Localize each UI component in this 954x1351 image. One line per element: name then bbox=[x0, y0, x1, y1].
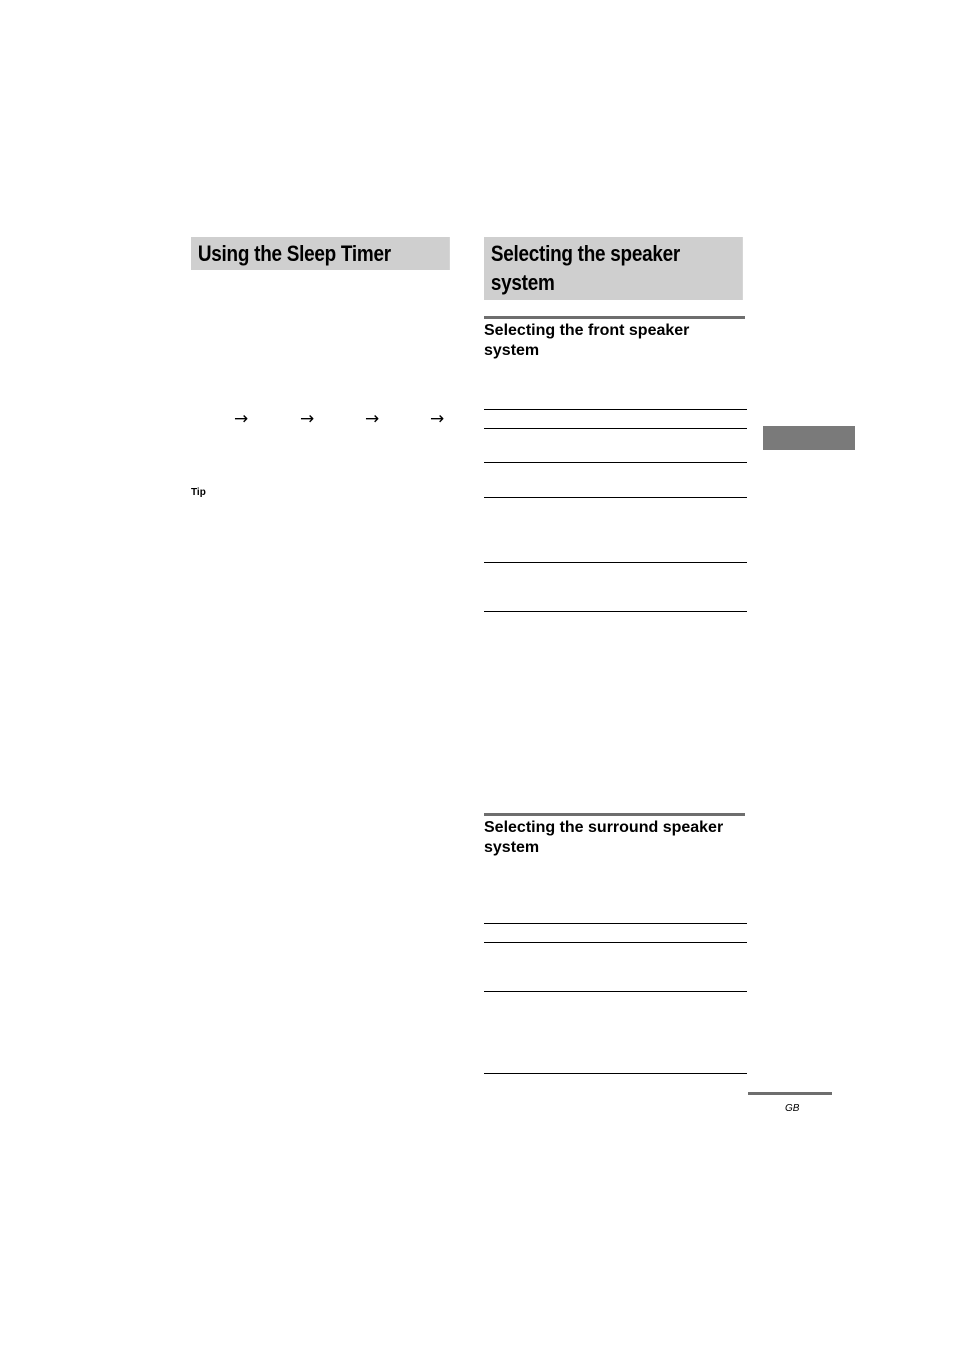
sequence-arrow: → bbox=[234, 409, 249, 429]
surround-speaker-table-rule bbox=[484, 942, 747, 943]
front-speaker-table-rule bbox=[484, 462, 747, 463]
front-speaker-table-rule bbox=[484, 497, 747, 498]
surround-speaker-table-rule bbox=[484, 991, 747, 992]
surround-speaker-heading: Selecting the surround speaker system bbox=[484, 819, 724, 856]
speaker-system-heading: Selecting the speaker system bbox=[484, 237, 743, 300]
front-speaker-table-rule bbox=[484, 409, 747, 410]
surround-speaker-table-rule bbox=[484, 923, 747, 924]
page-number-rule bbox=[748, 1092, 832, 1095]
front-speaker-table-rule bbox=[484, 611, 747, 612]
front-speaker-heading-rule bbox=[484, 316, 745, 319]
front-speaker-heading: Selecting the front speaker system bbox=[484, 322, 690, 359]
sequence-arrow: → bbox=[430, 409, 445, 429]
chapter-tab bbox=[763, 426, 855, 450]
surround-speaker-table-rule bbox=[484, 1073, 747, 1074]
tip-label: Tip bbox=[191, 487, 206, 498]
sequence-arrow: → bbox=[365, 409, 380, 429]
sleep-timer-heading: Using the Sleep Timer bbox=[191, 237, 450, 270]
surround-speaker-heading-rule bbox=[484, 813, 745, 816]
language-code: GB bbox=[785, 1103, 800, 1114]
front-speaker-table-rule bbox=[484, 428, 747, 429]
sequence-arrow: → bbox=[300, 409, 315, 429]
front-speaker-table-rule bbox=[484, 562, 747, 563]
